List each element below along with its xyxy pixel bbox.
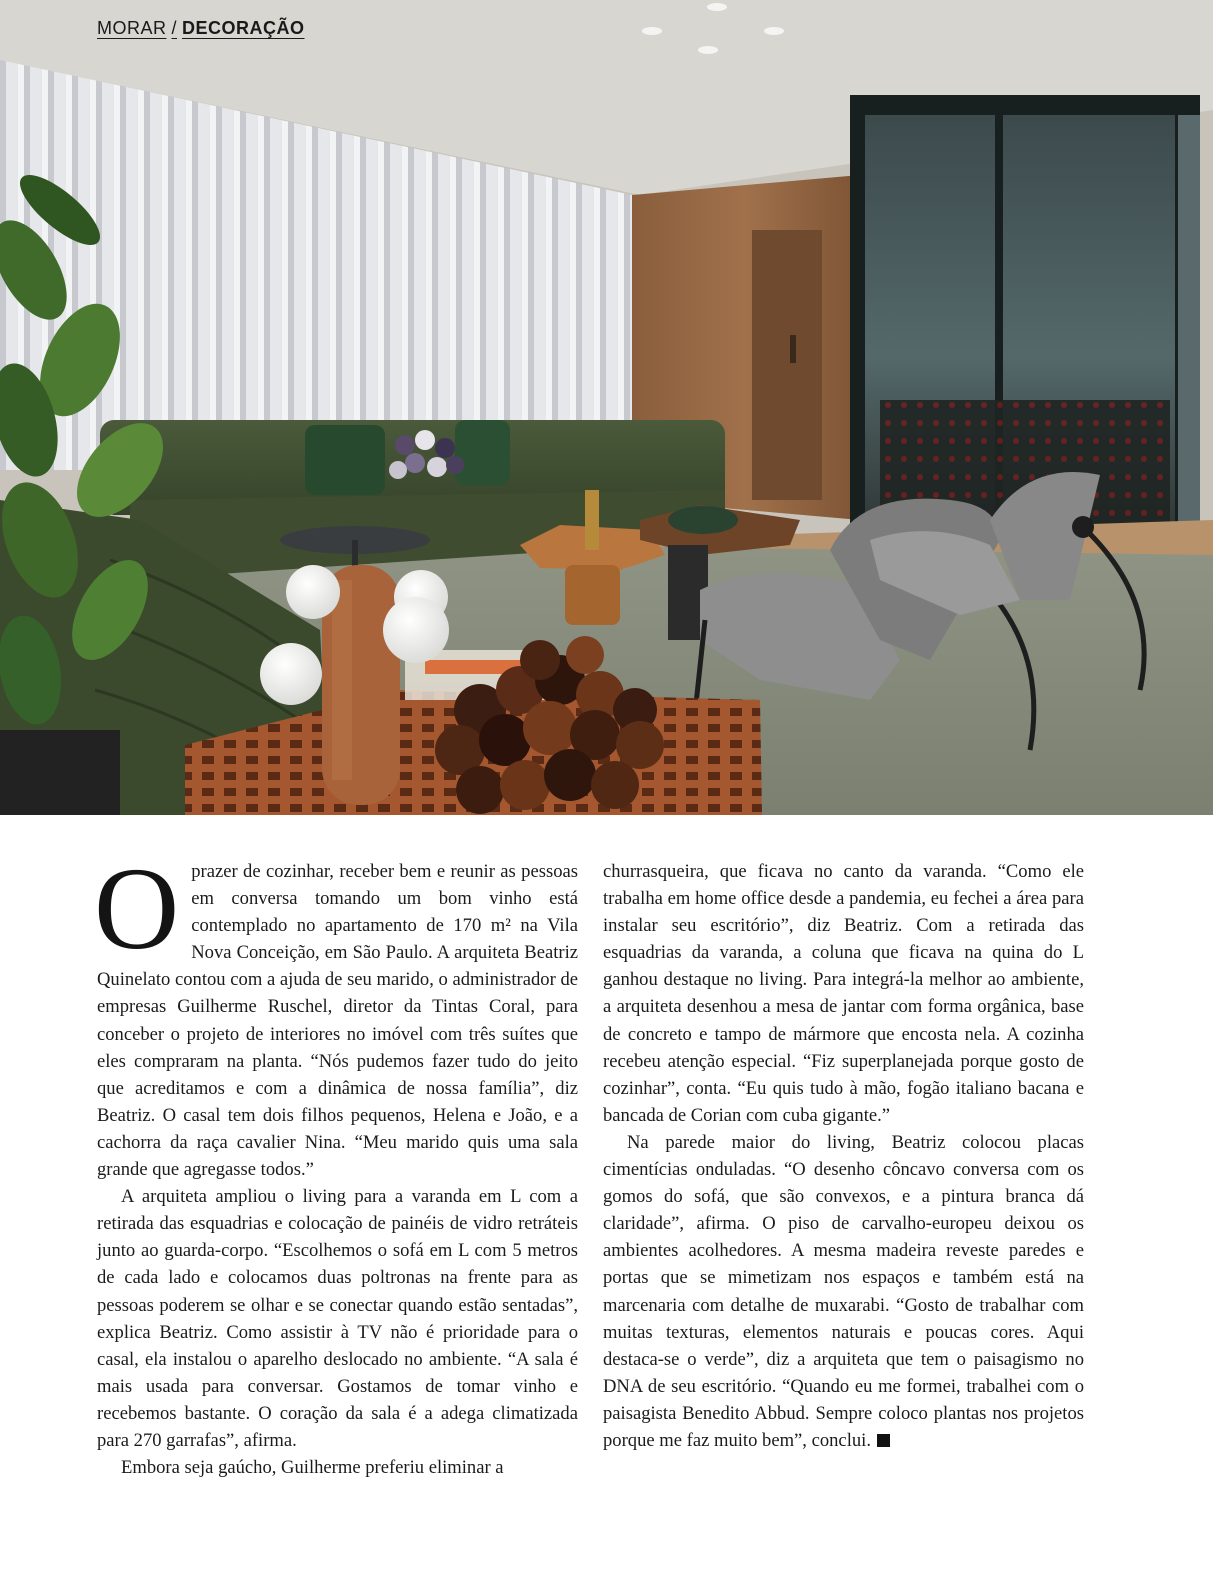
article-paragraph: Embora seja gaúcho, Guilherme preferiu eliminar a <box>121 1457 504 1479</box>
subsection-label: DECORAÇÃO <box>182 18 305 38</box>
article-paragraph: A arquiteta ampliou o living para a varanda em L com a retirada das esquadrias e colocação de painéis de vidro retráteis junto ao guarda-corpo. “Escolhemos o sofá em L com 5 metros de cada lado e colocamos duas poltronas na frente para as pessoas poderem se olhar e se conectar quando estão sentadas”, explica Beatriz. Como assistir à TV não é prioridade para o casal, ela instalou o aparelho deslocado no ambiente. “A sala é mais usada para conversar. Gostamos de tomar vinho e recebemos bastante. O coração da sala é a adega climatizada para 270 garrafas”, afirma. <box>97 1186 578 1451</box>
article-column-right <box>603 858 1084 1454</box>
article-paragraph: churrasqueira, que ficava no canto da varanda. “Como ele trabalha em home office desde a pandemia, eu fechei a área para instalar seu escritório”, diz Beatriz. Com a retirada das esquadrias da varanda, a coluna que ficava na quina do L ganhou destaque no living. Para integrá-la melhor ao ambiente, a arquiteta desenhou a mesa de jantar com forma orgânica, base de concreto e tampo de mármore que encosta nela. A cozinha recebeu atenção especial. “Fiz superplanejada porque gosto de cozinhar”, conta. “Eu quis tudo à mão, fogão italiano bacana e bancada de Corian com cuba gigante.” <box>603 861 1084 1126</box>
drop-cap: O <box>94 843 180 974</box>
article-column-left <box>94 843 578 1481</box>
paragraph-text: prazer de cozinhar, receber bem e reunir as pessoas em conversa tomando um bom vinho está contemplado no apartamento de 170 m² na Vila Nova Conceição, em São Paulo. A arquiteta Beatriz Quinelato contou com a ajuda de seu marido, o administrador de empresas Guilherme Ruschel, diretor da Tintas Coral, para conceber o projeto de interiores no imóvel com três suítes que eles compraram na planta. “Nós pudemos fazer tudo do jeito que acreditamos e com a dinâmica de nossa família”, diz Beatriz. O casal tem dois filhos pequenos, Helena e João, e a cachorra da raça cavalier Nina. “Meu marido quis uma sala grande que agregasse todos.” <box>97 861 578 1181</box>
section-label: MORAR <box>97 18 167 38</box>
article-paragraph <box>603 1129 1084 1454</box>
article-paragraph <box>94 843 578 1183</box>
end-of-article-icon <box>877 1434 890 1447</box>
paragraph-text: Na parede maior do living, Beatriz colocou placas cimentícias onduladas. “O desenho côncavo conversa com os gomos do sofá, que são convexos, e a pintura branca dá claridade”, afirma. O piso de carvalho-europeu deixou os ambientes acolhedores. A mesma madeira reveste paredes e portas que se mimetizam nos espaços e também está na marcenaria com detalhe de muxarabi. “Gosto de trabalhar com muitas texturas, elementos naturais e poucas cores. Aqui destaca-se o verde”, diz a arquiteta que tem o paisagismo no DNA de seu escritório. “Quando eu me formei, trabalhei com o paisagista Benedito Abbud. Sempre coloco plantas nos projetos porque me faz muito bem”, conclui. <box>603 1131 1084 1451</box>
section-header <box>97 18 305 39</box>
section-separator: / <box>171 18 178 38</box>
